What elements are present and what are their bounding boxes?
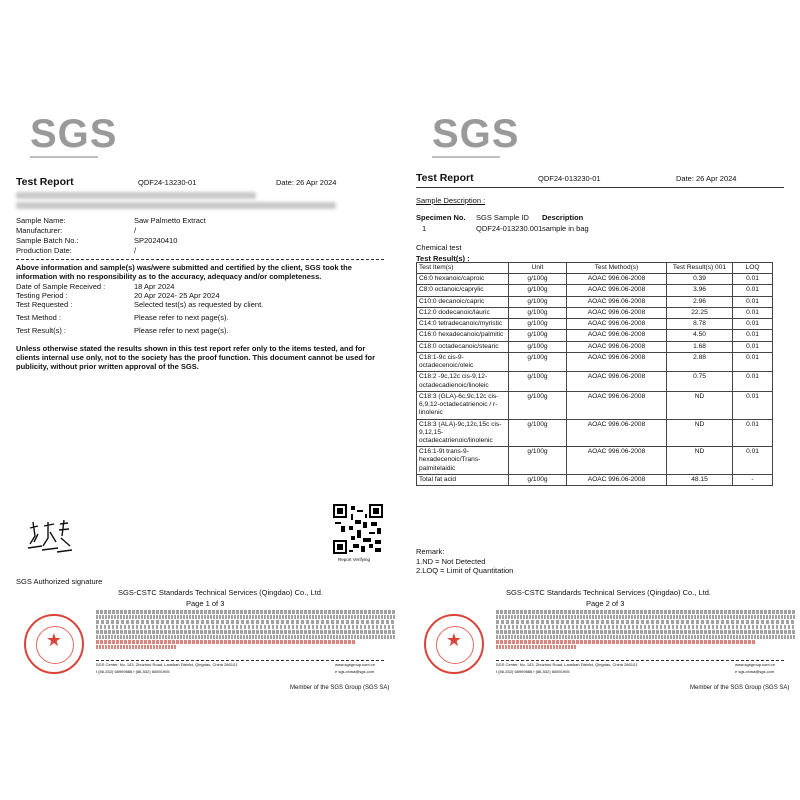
loq-cell: 0.01 bbox=[733, 296, 773, 307]
test-result-label: Test Result(s) : bbox=[16, 326, 67, 335]
company-name-p2: SGS-CSTC Standards Technical Services (Qingdao) Co., Ltd. bbox=[506, 588, 711, 597]
unit-cell: g/100g bbox=[509, 296, 567, 307]
method-cell: AOAC 996.06-2008 bbox=[567, 474, 667, 485]
chemical-test-heading: Chemical test bbox=[416, 243, 462, 252]
description-header: Description bbox=[542, 213, 584, 222]
result-cell: 3.96 bbox=[667, 285, 733, 296]
report-date: Date: 26 Apr 2024 bbox=[676, 174, 737, 183]
table-row bbox=[417, 419, 773, 447]
test-item-cell: C14:0 tetradecanoic/myristic bbox=[417, 319, 509, 330]
qr-caption: Report Verifying bbox=[338, 557, 371, 562]
result-cell: 4.50 bbox=[667, 330, 733, 341]
table-row bbox=[417, 447, 773, 475]
result-cell: 1.68 bbox=[667, 341, 733, 352]
col-header-method: Test Method(s) bbox=[567, 263, 667, 274]
sgs-sample-id-value: QDF24-013230.001 bbox=[476, 224, 543, 233]
manufacturer-value: / bbox=[134, 226, 137, 235]
unit-cell: g/100g bbox=[509, 330, 567, 341]
received-date-label: Date of Sample Received : bbox=[16, 282, 106, 291]
report-title: Test Report bbox=[416, 172, 474, 184]
test-item-cell: C8:0 octanoic/caprylic bbox=[417, 285, 509, 296]
sgs-logo: SGS bbox=[30, 112, 118, 156]
unit-cell: g/100g bbox=[509, 319, 567, 330]
table-row bbox=[417, 372, 773, 391]
test-item-cell: C10:0 decanoic/capric bbox=[417, 296, 509, 307]
loq-cell: 0.01 bbox=[733, 372, 773, 391]
remark-nd: 1.ND = Not Detected bbox=[416, 557, 486, 566]
footer-phone-p2: t (86-532) 68999888 f (86-532) 80891905 bbox=[496, 669, 570, 674]
report-date: Date: 26 Apr 2024 bbox=[276, 178, 337, 187]
loq-cell: 0.01 bbox=[733, 319, 773, 330]
table-row bbox=[417, 296, 773, 307]
result-cell: ND bbox=[667, 447, 733, 475]
method-cell: AOAC 996.06-2008 bbox=[567, 330, 667, 341]
result-cell: 0.75 bbox=[667, 372, 733, 391]
test-item-cell: C18:3 (ALA)-9c,12c,15c cis-9,12,15-octadecatrienoic/linolenic bbox=[417, 419, 509, 447]
test-item-cell: C18:3 (GLA)-6c,9c,12c cis-6,9,12-octadecatrienoic / r-linolenic bbox=[417, 391, 509, 419]
production-date-label: Production Date: bbox=[16, 246, 72, 255]
footer-divider-p2 bbox=[496, 660, 784, 661]
table-row bbox=[417, 474, 773, 485]
redacted-client-line-1 bbox=[16, 192, 256, 199]
test-requested-label: Test Requested : bbox=[16, 300, 73, 309]
result-cell: ND bbox=[667, 391, 733, 419]
signature-image bbox=[24, 516, 74, 562]
report-title: Test Report bbox=[16, 176, 74, 188]
loq-cell: - bbox=[733, 474, 773, 485]
batch-label: Sample Batch No.: bbox=[16, 236, 79, 245]
logo-underline bbox=[432, 156, 500, 158]
test-item-cell: C16:0 hexadecanoic/palmitic bbox=[417, 330, 509, 341]
loq-cell: 0.01 bbox=[733, 274, 773, 285]
remark-title: Remark: bbox=[416, 547, 445, 556]
testing-period-label: Testing Period : bbox=[16, 291, 68, 300]
test-method-value: Please refer to next page(s). bbox=[134, 313, 229, 322]
page-number: Page 1 of 3 bbox=[186, 599, 225, 608]
method-cell: AOAC 996.06-2008 bbox=[567, 419, 667, 447]
test-item-cell: C18:2 -9c,12c cis-9,12-octadecadienoic/linoleic bbox=[417, 372, 509, 391]
official-seal-icon: ★ bbox=[24, 614, 84, 674]
unit-cell: g/100g bbox=[509, 274, 567, 285]
member-line-p2: Member of the SGS Group (SGS SA) bbox=[690, 685, 790, 691]
testing-period-value: 20 Apr 2024- 25 Apr 2024 bbox=[134, 291, 220, 300]
method-cell: AOAC 996.06-2008 bbox=[567, 285, 667, 296]
sgs-logo: SGS bbox=[432, 112, 520, 156]
result-cell: 0.39 bbox=[667, 274, 733, 285]
result-cell: 22.25 bbox=[667, 307, 733, 318]
redacted-client-line-2 bbox=[16, 202, 336, 209]
table-row bbox=[417, 285, 773, 296]
col-header-unit: Unit bbox=[509, 263, 567, 274]
table-row bbox=[417, 391, 773, 419]
method-cell: AOAC 996.06-2008 bbox=[567, 274, 667, 285]
divider bbox=[16, 259, 384, 260]
unit-cell: g/100g bbox=[509, 372, 567, 391]
company-name: SGS-CSTC Standards Technical Services (Qingdao) Co., Ltd. bbox=[118, 588, 323, 597]
logo-underline bbox=[30, 156, 98, 158]
table-header-row bbox=[417, 263, 773, 274]
method-cell: AOAC 996.06-2008 bbox=[567, 319, 667, 330]
qr-code-icon[interactable] bbox=[333, 504, 383, 554]
unit-cell: g/100g bbox=[509, 391, 567, 419]
loq-cell: 0.01 bbox=[733, 352, 773, 371]
unit-cell: g/100g bbox=[509, 307, 567, 318]
test-item-cell: C6:0 hexanoic/caproic bbox=[417, 274, 509, 285]
loq-cell: 0.01 bbox=[733, 330, 773, 341]
footer-web: www.sgsgroup.com.cn bbox=[335, 662, 376, 667]
footer-email: e sgs.china@sgs.com bbox=[335, 669, 375, 674]
loq-cell: 0.01 bbox=[733, 391, 773, 419]
loq-cell: 0.01 bbox=[733, 285, 773, 296]
table-row bbox=[417, 307, 773, 318]
result-cell: 2.88 bbox=[667, 352, 733, 371]
specimen-no-value: 1 bbox=[422, 224, 427, 233]
table-row bbox=[417, 330, 773, 341]
footer-divider bbox=[96, 660, 384, 661]
sample-name-label: Sample Name: bbox=[16, 216, 66, 225]
usage-statement: Unless otherwise stated the results shown in this test report refer only to the items tested, and for clients internal use only, not to the society has the proof function. This document cannot be used for publicity, without prior written approval of the SGS. bbox=[16, 344, 376, 371]
unit-cell: g/100g bbox=[509, 352, 567, 371]
remark-loq: 2.LOQ = Limit of Quantitation bbox=[416, 566, 514, 575]
result-cell: ND bbox=[667, 419, 733, 447]
result-cell: 48.15 bbox=[667, 474, 733, 485]
member-line: Member of the SGS Group (SGS SA) bbox=[290, 685, 390, 691]
header-divider bbox=[416, 187, 784, 188]
loq-cell: 0.01 bbox=[733, 419, 773, 447]
report-number: QDF24-013230-01 bbox=[538, 174, 601, 183]
result-cell: 8.78 bbox=[667, 319, 733, 330]
test-method-label: Test Method : bbox=[16, 313, 62, 322]
production-date-value: / bbox=[134, 246, 137, 255]
test-requested-value: Selected test(s) as requested by client. bbox=[134, 300, 264, 309]
batch-value: SP20240410 bbox=[134, 236, 178, 245]
received-date-value: 18 Apr 2024 bbox=[134, 282, 175, 291]
footer-phone: t (86-532) 68999888 f (86-532) 80891905 bbox=[96, 669, 170, 674]
test-item-cell: C12:0 dodecanoic/lauric bbox=[417, 307, 509, 318]
fatty-acid-results-table bbox=[416, 262, 773, 486]
col-header-test-item: Test Item(s) bbox=[417, 263, 509, 274]
test-result-value: Please refer to next page(s). bbox=[134, 326, 229, 335]
footer-address-p2: SGS Center, No. 143, Zhuzhou Road, Laoshan District, Qingdao, China 266101 bbox=[496, 662, 638, 667]
method-cell: AOAC 996.06-2008 bbox=[567, 296, 667, 307]
method-cell: AOAC 996.06-2008 bbox=[567, 352, 667, 371]
unit-cell: g/100g bbox=[509, 447, 567, 475]
footer-email-p2: e sgs.china@sgs.com bbox=[735, 669, 775, 674]
terms-fine-print bbox=[96, 610, 396, 649]
unit-cell: g/100g bbox=[509, 285, 567, 296]
method-cell: AOAC 996.06-2008 bbox=[567, 447, 667, 475]
footer-address: SGS Center, No. 143, Zhuzhou Road, Laoshan District, Qingdao, China 266101 bbox=[96, 662, 238, 667]
test-results-heading: Test Result(s) : bbox=[416, 254, 470, 263]
test-item-cell: Total fat acid bbox=[417, 474, 509, 485]
sample-name-value: Saw Palmetto Extract bbox=[134, 216, 206, 225]
report-number: QDF24-13230-01 bbox=[138, 178, 197, 187]
table-row bbox=[417, 341, 773, 352]
col-header-loq: LOQ bbox=[733, 263, 773, 274]
manufacturer-label: Manufacturer: bbox=[16, 226, 63, 235]
test-item-cell: C18:1-9c cis-9-octadecenoic/oleic bbox=[417, 352, 509, 371]
result-cell: 2.96 bbox=[667, 296, 733, 307]
method-cell: AOAC 996.06-2008 bbox=[567, 307, 667, 318]
terms-fine-print-p2 bbox=[496, 610, 796, 649]
test-item-cell: C16:1-9t trans-9-hexadecenoic/Trans-palmitelaidic bbox=[417, 447, 509, 475]
test-item-cell: C18:0 octadecanoic/stearic bbox=[417, 341, 509, 352]
official-seal-icon: ★ bbox=[424, 614, 484, 674]
footer-web-p2: www.sgsgroup.com.cn bbox=[735, 662, 776, 667]
signature-label: SGS Authorized signature bbox=[16, 577, 103, 586]
unit-cell: g/100g bbox=[509, 419, 567, 447]
unit-cell: g/100g bbox=[509, 341, 567, 352]
method-cell: AOAC 996.06-2008 bbox=[567, 372, 667, 391]
table-row bbox=[417, 319, 773, 330]
table-row bbox=[417, 352, 773, 371]
specimen-no-header: Specimen No. bbox=[416, 213, 466, 222]
page-number-p2: Page 2 of 3 bbox=[586, 599, 625, 608]
method-cell: AOAC 996.06-2008 bbox=[567, 341, 667, 352]
sample-description-heading: Sample Description : bbox=[416, 196, 486, 205]
method-cell: AOAC 996.06-2008 bbox=[567, 391, 667, 419]
col-header-result: Test Result(s) 001 bbox=[667, 263, 733, 274]
loq-cell: 0.01 bbox=[733, 341, 773, 352]
loq-cell: 0.01 bbox=[733, 447, 773, 475]
unit-cell: g/100g bbox=[509, 474, 567, 485]
sgs-sample-id-header: SGS Sample ID bbox=[476, 213, 529, 222]
table-row bbox=[417, 274, 773, 285]
disclaimer-text: Above information and sample(s) was/were submitted and certified by the client, SGS took the information with no responsibility as to the accuracy, adequacy and/or completeness. bbox=[16, 263, 352, 281]
description-value: sample in bag bbox=[542, 224, 589, 233]
loq-cell: 0.01 bbox=[733, 307, 773, 318]
